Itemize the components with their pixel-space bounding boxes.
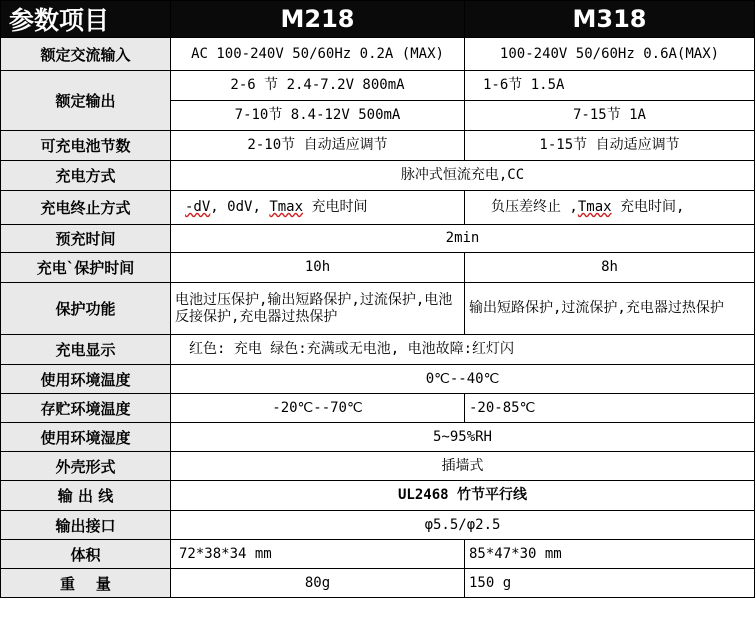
precharge-value: 2min — [171, 225, 755, 253]
protection-m318: 输出短路保护,过流保护,充电器过热保护 — [465, 283, 755, 335]
label-precharge: 预充时间 — [1, 225, 171, 253]
label-output-cable: 输 出 线 — [1, 481, 171, 511]
termination-m218-time: 充电时间 — [303, 199, 368, 215]
indicator-value: 红色: 充电 绿色:充满或无电池, 电池故障:红灯闪 — [171, 335, 755, 365]
label-housing: 外壳形式 — [1, 452, 171, 481]
protect-time-m218: 10h — [171, 253, 465, 283]
header-m318: M318 — [465, 1, 755, 38]
row-cell-count — [1, 131, 755, 161]
humidity-value: 5~95%RH — [171, 423, 755, 452]
row-housing — [1, 452, 755, 481]
ac-input-m218: AC 100-240V 50/60Hz 0.2A (MAX) — [171, 38, 465, 71]
cell-count-m318: 1-15节 自动适应调节 — [465, 131, 755, 161]
rated-output-m318-a: 1-6节 1.5A — [465, 71, 755, 101]
row-volume — [1, 540, 755, 569]
weight-m218: 80g — [171, 569, 465, 598]
label-output-port: 输出接口 — [1, 511, 171, 540]
output-port-value: φ5.5/φ2.5 — [171, 511, 755, 540]
label-volume: 体积 — [1, 540, 171, 569]
termination-m318 — [465, 191, 755, 225]
storage-temp-m218: -20℃--70℃ — [171, 394, 465, 423]
label-op-temp: 使用环境温度 — [1, 365, 171, 394]
rated-output-m218-b: 7-10节 8.4-12V 500mA — [171, 101, 465, 131]
label-indicator: 充电显示 — [1, 335, 171, 365]
protection-m218: 电池过压保护,输出短路保护,过流保护,电池反接保护,充电器过热保护 — [171, 283, 465, 335]
row-precharge — [1, 225, 755, 253]
row-output-cable — [1, 481, 755, 511]
rated-output-m218-a: 2-6 节 2.4-7.2V 800mA — [171, 71, 465, 101]
row-weight — [1, 569, 755, 598]
termination-m218 — [171, 191, 465, 225]
volume-m218: 72*38*34 mm — [171, 540, 465, 569]
volume-m318: 85*47*30 mm — [465, 540, 755, 569]
label-charge-mode: 充电方式 — [1, 161, 171, 191]
termination-m318-time: 充电时间, — [611, 199, 685, 215]
label-protection: 保护功能 — [1, 283, 171, 335]
row-termination — [1, 191, 755, 225]
label-ac-input: 额定交流输入 — [1, 38, 171, 71]
row-output-port — [1, 511, 755, 540]
row-charge-mode — [1, 161, 755, 191]
rated-output-m318-b: 7-15节 1A — [465, 101, 755, 131]
op-temp-value: 0℃--40℃ — [171, 365, 755, 394]
row-protection — [1, 283, 755, 335]
termination-m218-0dv: , 0dV, — [210, 199, 270, 215]
row-humidity — [1, 423, 755, 452]
label-termination: 充电终止方式 — [1, 191, 171, 225]
label-rated-output: 额定输出 — [1, 71, 171, 131]
termination-m318-tmax: Tmax — [577, 199, 612, 215]
termination-m318-negdv: 负压差终止 , — [491, 199, 578, 215]
label-cell-count: 可充电池节数 — [1, 131, 171, 161]
charge-mode-value: 脉冲式恒流充电,CC — [171, 161, 755, 191]
ac-input-m318: 100-240V 50/60Hz 0.6A(MAX) — [465, 38, 755, 71]
row-indicator — [1, 335, 755, 365]
label-weight: 重 量 — [1, 569, 171, 598]
label-humidity: 使用环境湿度 — [1, 423, 171, 452]
protect-time-m318: 8h — [465, 253, 755, 283]
label-protect-time: 充电`保护时间 — [1, 253, 171, 283]
row-storage-temp — [1, 394, 755, 423]
weight-m318: 150 g — [465, 569, 755, 598]
header-param: 参数项目 — [1, 1, 171, 38]
termination-m218-dv: -dV — [185, 199, 211, 215]
header-row — [1, 1, 755, 38]
output-cable-value: UL2468 竹节平行线 — [171, 481, 755, 511]
row-rated-output-a — [1, 71, 755, 101]
row-ac-input — [1, 38, 755, 71]
cell-count-m218: 2-10节 自动适应调节 — [171, 131, 465, 161]
housing-value: 插墙式 — [171, 452, 755, 481]
row-op-temp — [1, 365, 755, 394]
header-m218: M218 — [171, 1, 465, 38]
label-storage-temp: 存贮环境温度 — [1, 394, 171, 423]
storage-temp-m318: -20-85℃ — [465, 394, 755, 423]
row-protect-time — [1, 253, 755, 283]
termination-m218-tmax: Tmax — [269, 199, 304, 215]
